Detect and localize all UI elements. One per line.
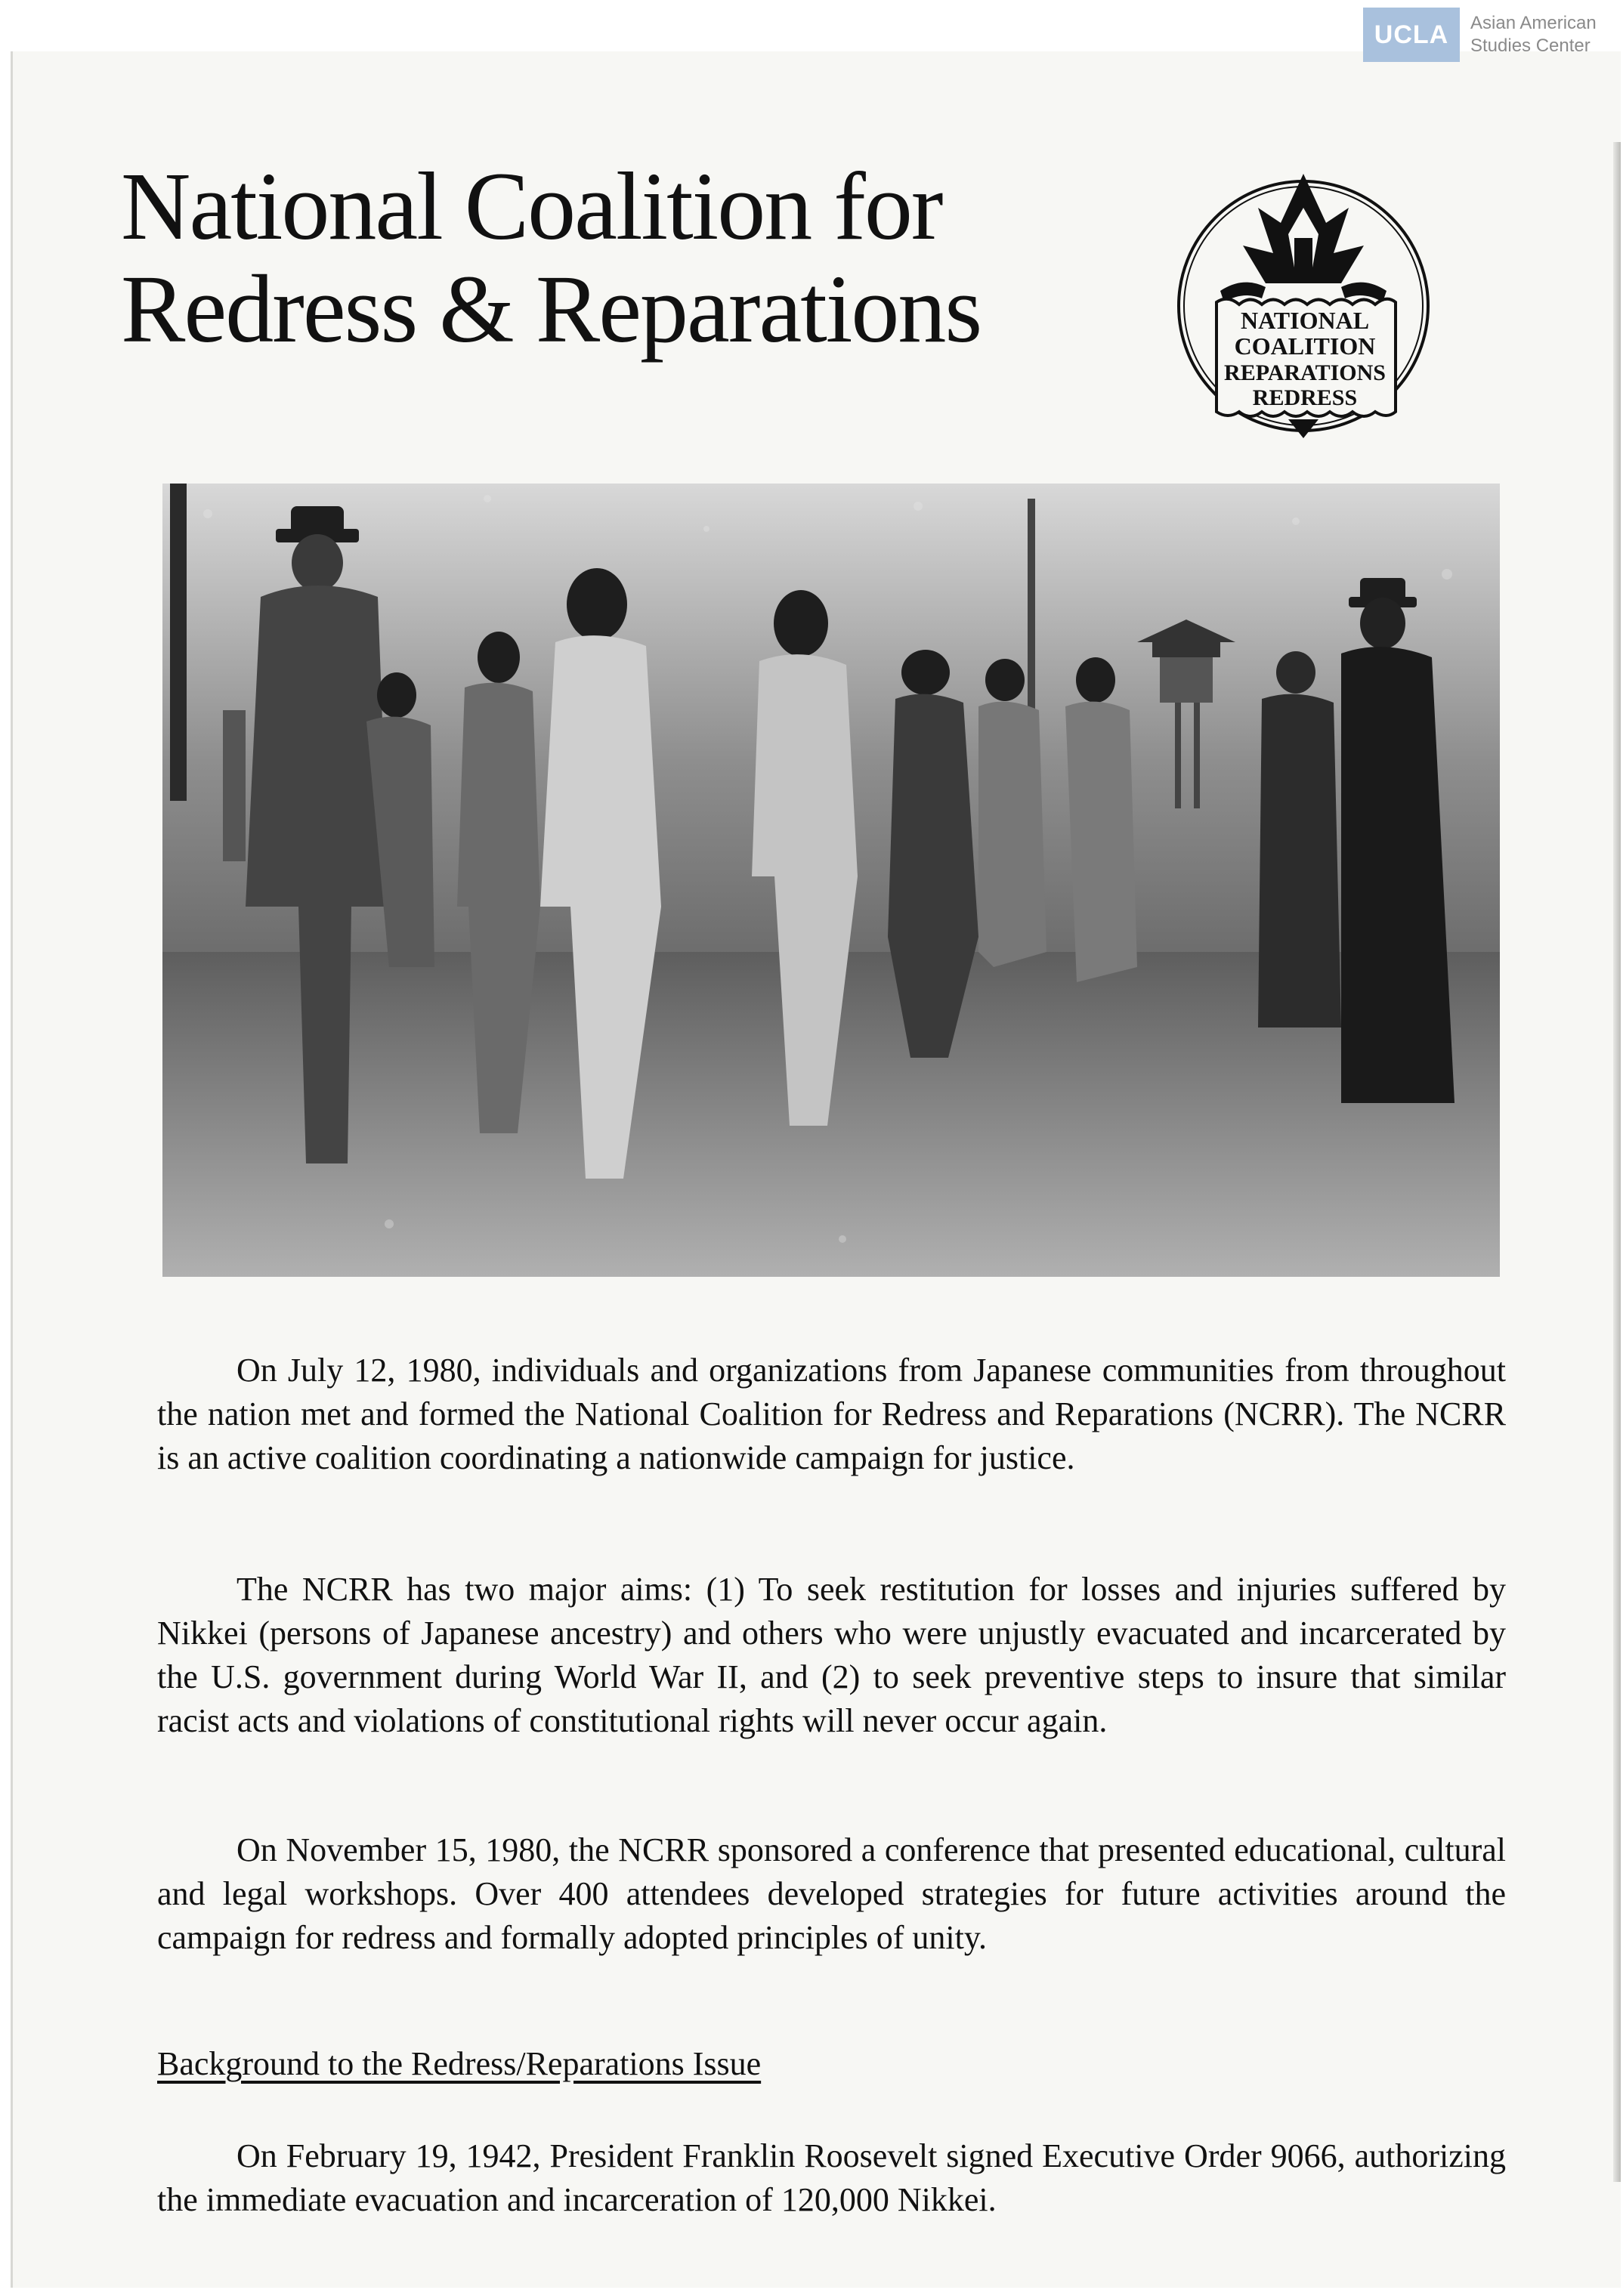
aasc-name-line1: Asian American <box>1470 13 1597 33</box>
paragraph-4-text: On February 19, 1942, President Franklin Roosevelt signed Executive Order 9066, authorizing the immediate evacuation and incarceration of 120,000 Nikkei. <box>157 2137 1506 2218</box>
title-line-1: National Coalition for <box>121 153 942 260</box>
seal-icon <box>1175 162 1432 450</box>
ncrr-seal-logo <box>1175 162 1432 450</box>
paragraph-ncrr-founding <box>157 1349 1506 1480</box>
paragraph-executive-order <box>157 2134 1506 2222</box>
paragraph-conference <box>157 1828 1506 1960</box>
seal-text-1: NATIONAL <box>1240 307 1370 334</box>
paragraph-3-text: On November 15, 1980, the NCRR sponsored a conference that presented educational, cultural and legal workshops. Over 400 attendees developed strategies for future activities around the campaign for redress and formally adopted principles of unity. <box>157 1831 1506 1956</box>
ucla-logo: UCLA <box>1363 8 1460 62</box>
paragraph-1-text: On July 12, 1980, individuals and organizations from Japanese communities from throughout the nation met and formed the National Coalition for Redress and Reparations (NCRR). The NCRR is an active coalition coordinating a nationwide campaign for justice. <box>157 1352 1506 1476</box>
ucla-aasc-badge <box>1363 8 1597 62</box>
paragraph-2-text: The NCRR has two major aims: (1) To seek restitution for losses and injuries suffered by Nikkei (persons of Japanese ancestry) and others who were unjustly evacuated and incarcerated by the U.S. government during World War II, and (2) to seek preventive steps to insure that similar racist acts and violations of constitutional rights will never occur again. <box>157 1571 1506 1739</box>
photograph-icon <box>162 484 1500 1277</box>
aasc-name <box>1470 12 1597 57</box>
section-heading: Background to the Redress/Reparations Issue <box>157 2045 762 2082</box>
paragraph-ncrr-aims <box>157 1568 1506 1743</box>
historical-photograph <box>162 484 1500 1277</box>
seal-text-3: REPARATIONS <box>1224 360 1386 385</box>
aasc-name-line2: Studies Center <box>1470 36 1591 56</box>
page-title <box>121 153 982 363</box>
seal-text-4: REDRESS <box>1252 385 1358 410</box>
title-line-2: Redress & Reparations <box>121 255 982 363</box>
seal-text-2: COALITION <box>1234 332 1376 360</box>
page-edge-shadow <box>1613 142 1621 2182</box>
